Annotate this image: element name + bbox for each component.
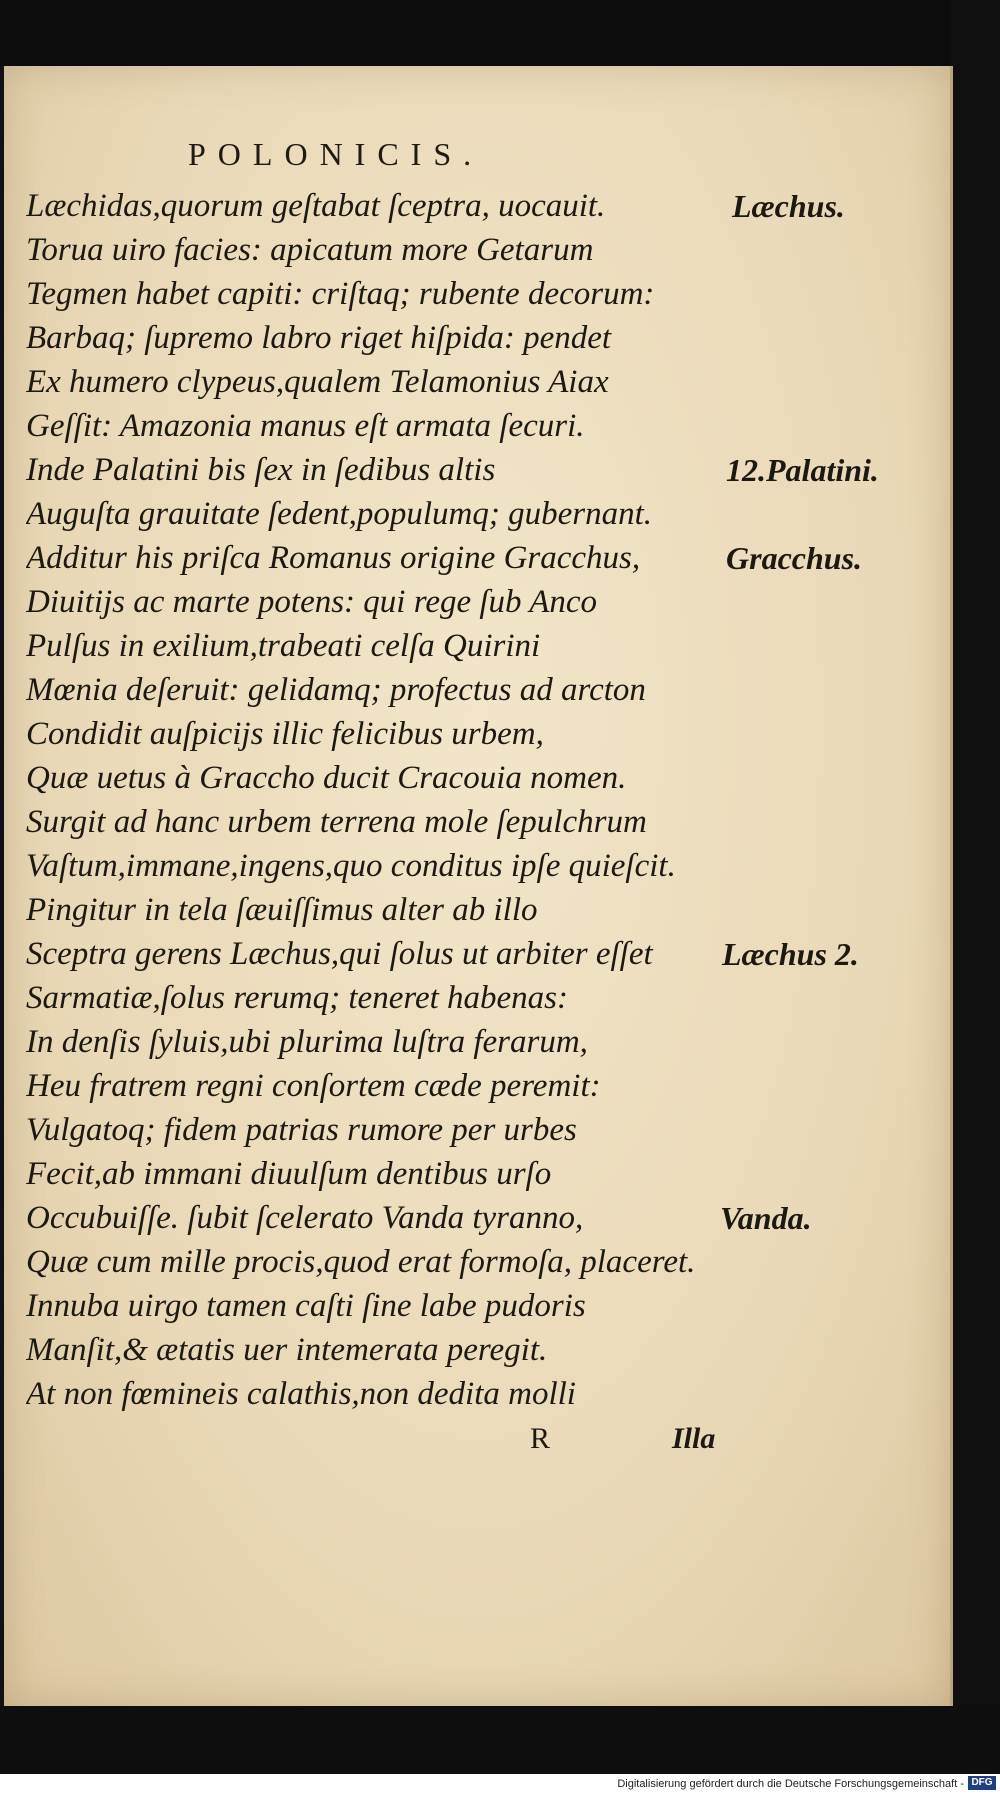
text-line: Tegmen habet capiti: criſtaq; rubente decorum: [26, 276, 655, 312]
text-line: Auguſta grauitate ſedent,populumq; gubernant. [26, 496, 653, 532]
margin-note-vanda: Vanda. [720, 1200, 812, 1236]
dfg-logo: DFG [968, 1776, 996, 1790]
catchword: Illa [672, 1422, 716, 1455]
text-line: Barbaq; ſupremo labro riget hiſpida: pendet [26, 320, 612, 356]
text-line: Sceptra gerens Læchus,qui ſolus ut arbiter eſſet [26, 936, 653, 972]
text-line: Condidit auſpicijs illic felicibus urbem, [26, 716, 544, 752]
text-line: Heu fratrem regni conſortem cæde peremit: [26, 1068, 601, 1104]
text-line: Sarmatiæ,ſolus rerumq; teneret habenas: [26, 980, 569, 1016]
scan-right-border [950, 0, 1000, 1794]
text-line: Pingitur in tela ſæuiſſimus alter ab illo [26, 892, 538, 928]
text-line: Mœnia deſeruit: gelidamq; profectus ad arcton [26, 672, 646, 708]
text-line: Diuitijs ac marte potens: qui rege ſub Anco [26, 584, 598, 620]
text-line: Inde Palatini bis ſex in ſedibus altis [26, 452, 496, 488]
text-line: Occubuiſſe. ſubit ſcelerato Vanda tyranno, [26, 1200, 584, 1236]
text-line: Geſſit: Amazonia manus eſt armata ſecuri. [26, 408, 585, 444]
text-line: Innuba uirgo tamen caſti ſine labe pudoris [26, 1288, 586, 1324]
text-line: Vulgatoq; fidem patrias rumore per urbes [26, 1112, 577, 1148]
text-line: Surgit ad hanc urbem terrena mole ſepulchrum [26, 804, 647, 840]
text-line: In denſis ſyluis,ubi plurima luſtra ferarum, [26, 1024, 588, 1060]
text-line: Ex humero clypeus,qualem Telamonius Aiax [26, 364, 609, 400]
text-line: Fecit,ab immani diuulſum dentibus urſo [26, 1156, 552, 1192]
text-line: Torua uiro facies: apicatum more Getarum [26, 232, 594, 268]
scan-top-border [0, 0, 1000, 66]
text-line: Manſit,& ætatis uer intemerata peregit. [26, 1332, 548, 1368]
text-line: Vaſtum,immane,ingens,quo conditus ipſe quieſcit. [26, 848, 676, 884]
margin-note-laechus: Læchus. [732, 188, 845, 224]
text-line: Additur his priſca Romanus origine Gracchus, [26, 540, 641, 576]
text-line: Pulſus in exilium,trabeati celſa Quirini [26, 628, 541, 664]
text-line: Quæ cum mille procis,quod erat formoſa, placeret. [26, 1244, 696, 1280]
text-line: Læchidas,quorum geſtabat ſceptra, uocauit. [26, 188, 606, 224]
text-line: At non fœmineis calathis,non dedita molli [26, 1376, 576, 1412]
margin-note-laechus-2: Læchus 2. [722, 936, 859, 972]
running-header: POLONICIS. [188, 136, 484, 172]
text-line: Quæ uetus à Graccho ducit Cracouia nomen. [26, 760, 627, 796]
scan-bottom-border [0, 1706, 1000, 1774]
digitization-credit: Digitalisierung gefördert durch die Deutsche Forschungsgemeinschaft - [617, 1778, 964, 1790]
signature-mark: R [530, 1422, 551, 1455]
margin-note-gracchus: Gracchus. [726, 540, 863, 576]
margin-note-palatini: 12.Palatini. [726, 452, 879, 488]
